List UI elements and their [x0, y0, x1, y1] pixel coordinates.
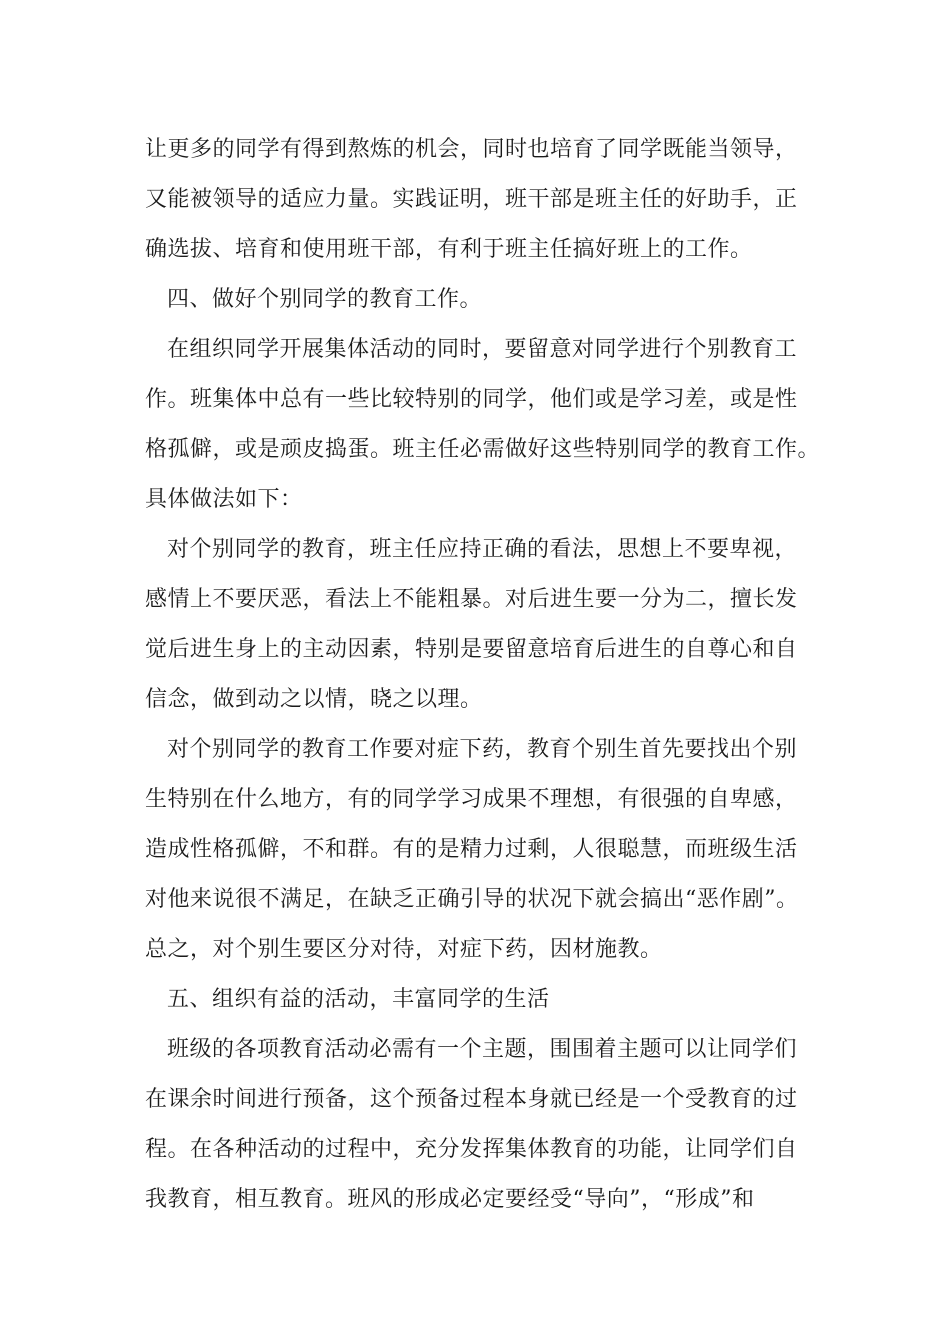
paragraph-line: 感情上不要厌恶，看法上不能粗暴。对后进生要一分为二，擅长发 [145, 587, 798, 612]
paragraph-line: 在课余时间进行预备，这个预备过程本身就已经是一个受教育的过 [145, 1087, 798, 1112]
paragraph-line: 作。班集体中总有一些比较特别的同学，他们或是学习差，或是性 [145, 387, 798, 412]
paragraph-line: 又能被领导的适应力量。实践证明，班干部是班主任的好助手，正 [145, 187, 798, 212]
paragraph-line: 信念，做到动之以情，晓之以理。 [145, 687, 483, 712]
paragraph-line: 在组织同学开展集体活动的同时，要留意对同学进行个别教育工 [167, 337, 798, 362]
section-heading: 五、组织有益的活动，丰富同学的生活 [167, 987, 550, 1012]
paragraph-line: 格孤僻，或是顽皮捣蛋。班主任必需做好这些特别同学的教育工作。 [145, 437, 821, 462]
paragraph-line: 让更多的同学有得到熬炼的机会，同时也培育了同学既能当领导， [145, 137, 798, 162]
section-heading: 四、做好个别同学的教育工作。 [167, 287, 483, 312]
paragraph-line: 生特别在什么地方，有的同学学习成果不理想，有很强的自卑感， [145, 787, 798, 812]
paragraph-line: 班级的各项教育活动必需有一个主题，围围着主题可以让同学们 [167, 1037, 798, 1062]
paragraph-line: 对个别同学的教育，班主任应持正确的看法，思想上不要卑视， [167, 537, 798, 562]
paragraph-line: 程。在各种活动的过程中，充分发挥集体教育的功能，让同学们自 [145, 1137, 798, 1162]
paragraph-line: 总之，对个别生要区分对待，对症下药，因材施教。 [145, 937, 663, 962]
paragraph-line: 对个别同学的教育工作要对症下药，教育个别生首先要找出个别 [167, 737, 798, 762]
paragraph-line: 确选拔、培育和使用班干部，有利于班主任搞好班上的工作。 [145, 237, 753, 262]
paragraph-line: 对他来说很不满足，在缺乏正确引导的状况下就会搞出“恶作剧”。 [145, 887, 799, 912]
paragraph-line: 具体做法如下： [145, 487, 303, 512]
paragraph-line: 造成性格孤僻，不和群。有的是精力过剩，人很聪慧，而班级生活 [145, 837, 798, 862]
paragraph-line: 我教育，相互教育。班风的形成必定要经受“导向”，“形成”和 [145, 1187, 755, 1212]
paragraph-line: 觉后进生身上的主动因素，特别是要留意培育后进生的自尊心和自 [145, 637, 798, 662]
